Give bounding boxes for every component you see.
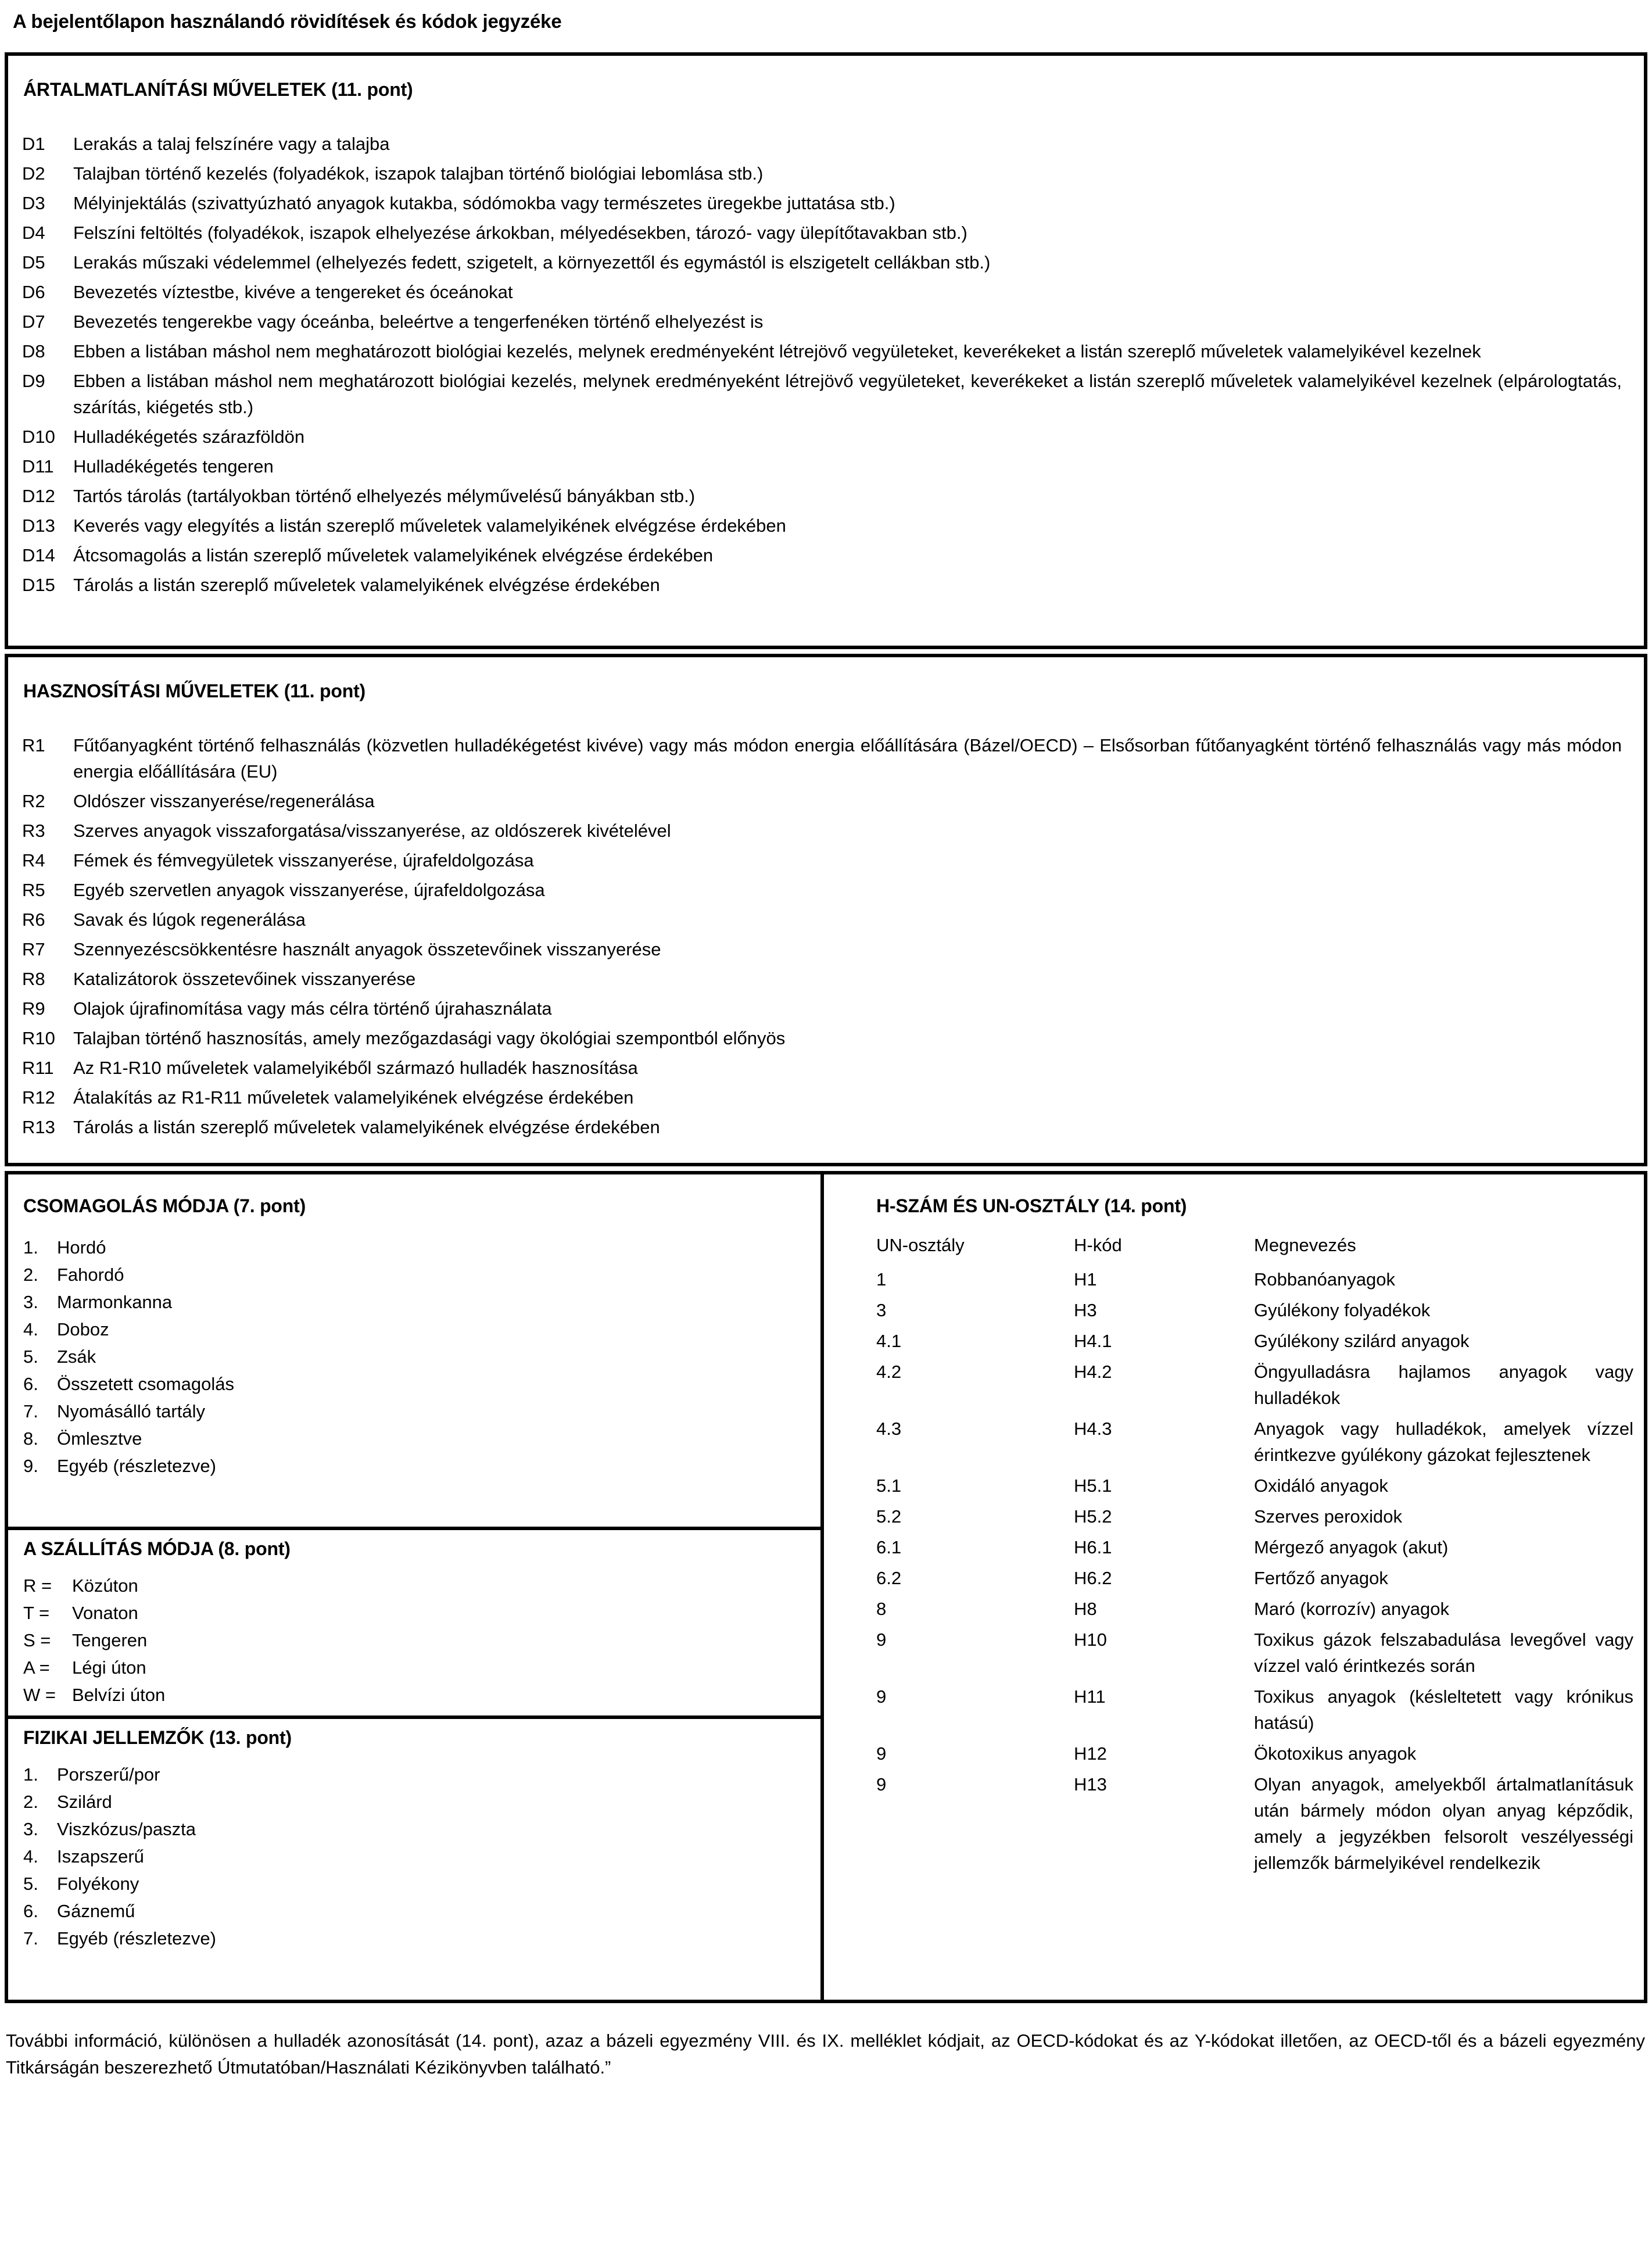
- recovery-list-item: [22, 732, 1626, 785]
- cell-un-class: 4.1: [876, 1331, 902, 1351]
- cell-un-class: 5.1: [876, 1475, 902, 1496]
- h-table-row: [876, 1684, 1636, 1736]
- cell-h-code: H10: [1074, 1629, 1107, 1650]
- cell-name: Olyan anyagok, amelyekből ártalmatlanításuk után bármely módon olyan anyag képződik, amely a jegyzékben felsorolt veszélyességi jellemzők bármelyikével rendelkezik: [1254, 1774, 1633, 1873]
- item-code: R7: [22, 939, 45, 959]
- cell-un-class: 9: [876, 1686, 887, 1707]
- cell-h-code: H6.2: [1074, 1568, 1112, 1588]
- cell-un-class: 4.2: [876, 1362, 902, 1382]
- item-text: Ebben a listában máshol nem meghatározott biológiai kezelés, melynek eredményeként létrejövő vegyületeket, keverékeket a listán szereplő műveletek valamelyikével kezelnek: [73, 341, 1481, 361]
- cell-name: Toxikus gázok felszabadulása levegővel vagy vízzel való érintkezés során: [1254, 1629, 1633, 1676]
- item-text: Felszíni feltöltés (folyadékok, iszapok elhelyezése árkokban, mélyedésekben, tározó- vagy ülepítőtavakban stb.): [73, 223, 967, 243]
- item-code: R10: [22, 1028, 55, 1048]
- item-code: D6: [22, 282, 45, 302]
- item-code: 6.: [23, 1901, 38, 1921]
- item-code: 4.: [23, 1319, 38, 1340]
- item-code: S =: [23, 1630, 51, 1650]
- item-code: D9: [22, 371, 45, 391]
- item-code: 3.: [23, 1292, 38, 1312]
- recovery-list-item: [22, 847, 1626, 873]
- item-code: R13: [22, 1117, 55, 1137]
- cell-un-class: 9: [876, 1629, 887, 1650]
- disposal-code-list: [22, 131, 1626, 598]
- recovery-section-title: HASZNOSÍTÁSI MŰVELETEK (11. pont): [23, 681, 365, 701]
- physical-section-title: FIZIKAI JELLEMZŐK (13. pont): [23, 1727, 292, 1748]
- packaging-list-item: [23, 1289, 809, 1316]
- item-code: D12: [22, 486, 55, 506]
- recovery-code-list: [22, 732, 1626, 1140]
- cell-name: Anyagok vagy hulladékok, amelyek vízzel érintkezve gyúlékony gázokat fejlesztenek: [1254, 1419, 1633, 1465]
- item-code: D7: [22, 311, 45, 332]
- left-pane: [8, 1174, 820, 2000]
- item-code: D15: [22, 575, 55, 595]
- item-code: R8: [22, 969, 45, 989]
- item-text: Talajban történő kezelés (folyadékok, iszapok talajban történő biológiai lebomlása stb.): [73, 163, 764, 184]
- cell-un-class: 8: [876, 1599, 887, 1619]
- cell-name: Maró (korrozív) anyagok: [1254, 1599, 1449, 1619]
- cell-h-code: H11: [1074, 1686, 1106, 1707]
- cell-name: Robbanóanyagok: [1254, 1269, 1396, 1290]
- item-text: Fémek és fémvegyületek visszanyerése, újrafeldolgozása: [73, 850, 534, 871]
- disposal-list-item: [22, 131, 1626, 157]
- recovery-list-item: [22, 1025, 1626, 1051]
- item-code: R4: [22, 850, 45, 871]
- cell-name: Gyúlékony szilárd anyagok: [1254, 1331, 1470, 1351]
- packaging-list-item: [23, 1426, 809, 1452]
- item-text: Ebben a listában máshol nem meghatározott biológiai kezelés, melynek eredményeként létrejövő vegyületeket, keverékeket a listán szereplő műveletek valamelyikével kezelnek (elpárologtatás, szárítás, kiégetés stb.): [73, 371, 1622, 417]
- physical-list-item: [23, 1843, 809, 1870]
- cell-h-code: H12: [1074, 1743, 1107, 1764]
- cell-un-class: 4.3: [876, 1419, 902, 1439]
- item-text: Ömlesztve: [57, 1428, 142, 1449]
- physical-list-item: [23, 1925, 809, 1952]
- cell-h-code: H5.1: [1074, 1475, 1112, 1496]
- packaging-list-item: [23, 1316, 809, 1343]
- column-header-un-class: UN-osztály: [876, 1235, 965, 1255]
- disposal-list-item: [22, 453, 1626, 479]
- cell-name: Ökotoxikus anyagok: [1254, 1743, 1417, 1764]
- item-text: Folyékony: [57, 1874, 139, 1894]
- transport-list-item: [23, 1627, 809, 1654]
- recovery-list-item: [22, 877, 1626, 903]
- h-un-section-title: H-SZÁM ÉS UN-OSZTÁLY (14. pont): [876, 1195, 1187, 1216]
- cell-h-code: H5.2: [1074, 1506, 1112, 1527]
- item-code: D2: [22, 163, 45, 184]
- item-text: Az R1-R10 műveletek valamelyikéből származó hulladék hasznosítása: [73, 1058, 638, 1078]
- item-text: Belvízi úton: [72, 1685, 166, 1705]
- item-code: D5: [22, 252, 45, 273]
- cell-name: Öngyulladásra hajlamos anyagok vagy hulladékok: [1254, 1362, 1633, 1408]
- recovery-list-item: [22, 818, 1626, 844]
- item-code: D14: [22, 545, 55, 565]
- item-code: 1.: [23, 1764, 38, 1785]
- transport-section-title: A SZÁLLÍTÁS MÓDJA (8. pont): [23, 1538, 291, 1559]
- item-text: Doboz: [57, 1319, 109, 1340]
- cell-h-code: H4.2: [1074, 1362, 1112, 1382]
- disposal-list-item: [22, 542, 1626, 568]
- cell-un-class: 6.1: [876, 1537, 902, 1557]
- h-table-row: [876, 1297, 1636, 1323]
- item-code: 9.: [23, 1456, 38, 1476]
- item-code: D8: [22, 341, 45, 361]
- item-code: R =: [23, 1575, 52, 1596]
- transport-list: [23, 1573, 809, 1709]
- cell-h-code: H13: [1074, 1774, 1107, 1795]
- item-text: Szilárd: [57, 1792, 112, 1812]
- footer-note: További információ, különösen a hulladék azonosítását (14. pont), azaz a bázeli egyezmény VIII. és IX. melléklet kódjait, az OECD-kódokat és az Y-kódokat illetően, az OECD-től és a bázeli egyezmény Titkárságán beszerezhető Útmutatóban/Használati Kézikönyvben található.”: [6, 2030, 1645, 2078]
- cell-name: Szerves peroxidok: [1254, 1506, 1403, 1527]
- item-code: 7.: [23, 1401, 38, 1421]
- transport-list-item: [23, 1682, 809, 1709]
- section-packaging-type: [8, 1174, 820, 1527]
- section-codes-grid: [5, 1171, 1647, 2003]
- disposal-list-item: [22, 424, 1626, 450]
- item-code: 4.: [23, 1846, 38, 1867]
- item-code: R9: [22, 998, 45, 1019]
- disposal-list-item: [22, 572, 1626, 598]
- section-disposal-operations: [5, 52, 1647, 649]
- section-transport-mode: [8, 1527, 820, 1715]
- cell-name: Gyúlékony folyadékok: [1254, 1300, 1431, 1320]
- item-text: Gáznemű: [57, 1901, 135, 1921]
- item-text: Hulladékégetés tengeren: [73, 456, 274, 477]
- physical-list-item: [23, 1898, 809, 1925]
- item-text: Hulladékégetés szárazföldön: [73, 427, 305, 447]
- item-code: D1: [22, 134, 45, 154]
- packaging-section-title: CSOMAGOLÁS MÓDJA (7. pont): [23, 1195, 306, 1216]
- transport-list-item: [23, 1600, 809, 1627]
- recovery-list-item: [22, 966, 1626, 992]
- packaging-list-item: [23, 1262, 809, 1288]
- disposal-list-item: [22, 309, 1626, 335]
- cell-name: Oxidáló anyagok: [1254, 1475, 1388, 1496]
- cell-un-class: 9: [876, 1743, 887, 1764]
- physical-list-item: [23, 1871, 809, 1897]
- transport-list-item: [23, 1654, 809, 1681]
- item-text: Légi úton: [72, 1657, 146, 1678]
- item-code: R12: [22, 1087, 55, 1108]
- recovery-list-item: [22, 936, 1626, 962]
- item-code: D13: [22, 515, 55, 536]
- disposal-list-item: [22, 220, 1626, 246]
- item-text: Átcsomagolás a listán szereplő műveletek valamelyikének elvégzése érdekében: [73, 545, 714, 565]
- item-code: 3.: [23, 1819, 38, 1839]
- cell-h-code: H4.3: [1074, 1419, 1112, 1439]
- item-code: 5.: [23, 1346, 38, 1367]
- item-text: Iszapszerű: [57, 1846, 144, 1867]
- item-code: R3: [22, 821, 45, 841]
- item-text: Nyomásálló tartály: [57, 1401, 205, 1421]
- item-code: 2.: [23, 1265, 38, 1285]
- transport-list-item: [23, 1573, 809, 1599]
- item-code: D4: [22, 223, 45, 243]
- h-table-row: [876, 1534, 1636, 1560]
- cell-h-code: H1: [1074, 1269, 1097, 1290]
- item-text: Vonaton: [72, 1603, 138, 1623]
- packaging-list-item: [23, 1371, 809, 1398]
- h-table-row: [876, 1503, 1636, 1530]
- item-text: Összetett csomagolás: [57, 1374, 234, 1394]
- item-text: Bevezetés tengerekbe vagy óceánba, beleértve a tengerfenéken történő elhelyezést is: [73, 311, 764, 332]
- item-code: T =: [23, 1603, 50, 1623]
- cell-h-code: H4.1: [1074, 1331, 1112, 1351]
- item-code: D10: [22, 427, 55, 447]
- item-code: 1.: [23, 1237, 38, 1258]
- cell-un-class: 5.2: [876, 1506, 902, 1527]
- item-code: 7.: [23, 1928, 38, 1949]
- item-text: Olajok újrafinomítása vagy más célra történő újrahasználata: [73, 998, 552, 1019]
- cell-h-code: H8: [1074, 1599, 1097, 1619]
- item-text: Katalizátorok összetevőinek visszanyerése: [73, 969, 416, 989]
- recovery-list-item: [22, 1084, 1626, 1111]
- item-text: Marmonkanna: [57, 1292, 173, 1312]
- cell-h-code: H6.1: [1074, 1537, 1112, 1557]
- item-text: Savak és lúgok regenerálása: [73, 909, 306, 930]
- item-text: Hordó: [57, 1237, 106, 1258]
- disposal-section-title: ÁRTALMATLANÍTÁSI MŰVELETEK (11. pont): [23, 79, 413, 100]
- item-text: Viszkózus/paszta: [57, 1819, 196, 1839]
- recovery-list-item: [22, 788, 1626, 814]
- item-text: Közúton: [72, 1575, 138, 1596]
- recovery-list-item: [22, 1055, 1626, 1081]
- packaging-list-item: [23, 1398, 809, 1425]
- physical-list-item: [23, 1789, 809, 1815]
- h-table-row: [876, 1416, 1636, 1468]
- h-table-row: [876, 1740, 1636, 1767]
- recovery-list-item: [22, 1114, 1626, 1140]
- packaging-list-item: [23, 1234, 809, 1261]
- packaging-list: [23, 1234, 809, 1480]
- item-text: Porszerű/por: [57, 1764, 160, 1785]
- item-text: Tartós tárolás (tartályokban történő elhelyezés mélyművelésű bányákban stb.): [73, 486, 696, 506]
- column-header-h-code: H-kód: [1074, 1235, 1122, 1255]
- packaging-list-item: [23, 1453, 809, 1480]
- page-title: A bejelentőlapon használandó rövidítések és kódok jegyzéke: [13, 10, 562, 32]
- item-code: 5.: [23, 1874, 38, 1894]
- item-text: Szennyezéscsökkentésre használt anyagok összetevőinek visszanyerése: [73, 939, 661, 959]
- item-text: Tengeren: [72, 1630, 148, 1650]
- item-code: W =: [23, 1685, 56, 1705]
- physical-list: [23, 1761, 809, 1952]
- h-table-row: [876, 1328, 1636, 1354]
- item-code: R2: [22, 791, 45, 811]
- item-text: Fűtőanyagként történő felhasználás (közvetlen hulladékégetést kivéve) vagy más módon energia előállítására (Bázel/OECD) – Elsősorban fűtőanyagként történő felhasználás vagy más módon energia előállítására (EU): [73, 735, 1622, 782]
- item-code: R5: [22, 880, 45, 900]
- cell-name: Toxikus anyagok (késleltetett vagy krónikus hatású): [1254, 1686, 1633, 1733]
- cell-h-code: H3: [1074, 1300, 1097, 1320]
- disposal-list-item: [22, 279, 1626, 305]
- item-text: Zsák: [57, 1346, 96, 1367]
- section-physical-characteristics: [8, 1715, 820, 2000]
- item-text: Tárolás a listán szereplő műveletek valamelyikének elvégzése érdekében: [73, 575, 660, 595]
- h-table-row: [876, 1771, 1636, 1876]
- disposal-list-item: [22, 368, 1626, 420]
- section-recovery-operations: [5, 654, 1647, 1166]
- item-text: Bevezetés víztestbe, kivéve a tengereket és óceánokat: [73, 282, 513, 302]
- physical-list-item: [23, 1761, 809, 1788]
- physical-list-item: [23, 1816, 809, 1843]
- cell-un-class: 3: [876, 1300, 887, 1320]
- section-h-number-un-class: [820, 1174, 1644, 2000]
- cell-name: Fertőző anyagok: [1254, 1568, 1388, 1588]
- cell-name: Mérgező anyagok (akut): [1254, 1537, 1449, 1557]
- item-text: Egyéb (részletezve): [57, 1456, 216, 1476]
- h-table-row: [876, 1596, 1636, 1622]
- h-table-body: [876, 1266, 1636, 1876]
- item-code: D3: [22, 193, 45, 213]
- recovery-list-item: [22, 995, 1626, 1022]
- h-table-header: [876, 1232, 1636, 1258]
- cell-un-class: 6.2: [876, 1568, 902, 1588]
- disposal-list-item: [22, 249, 1626, 275]
- disposal-list-item: [22, 513, 1626, 539]
- h-table-row: [876, 1627, 1636, 1679]
- h-table-row: [876, 1565, 1636, 1591]
- h-table-row: [876, 1359, 1636, 1411]
- recovery-list-item: [22, 907, 1626, 933]
- h-table-row: [876, 1473, 1636, 1499]
- disposal-list-item: [22, 160, 1626, 187]
- item-code: 2.: [23, 1792, 38, 1812]
- item-code: R1: [22, 735, 45, 755]
- item-code: 6.: [23, 1374, 38, 1394]
- item-text: Lerakás a talaj felszínére vagy a talajba: [73, 134, 390, 154]
- packaging-list-item: [23, 1344, 809, 1370]
- disposal-list-item: [22, 190, 1626, 216]
- item-code: 8.: [23, 1428, 38, 1449]
- item-text: Egyéb szervetlen anyagok visszanyerése, újrafeldolgozása: [73, 880, 545, 900]
- item-code: A =: [23, 1657, 50, 1678]
- cell-un-class: 9: [876, 1774, 887, 1795]
- item-text: Szerves anyagok visszaforgatása/visszanyerése, az oldószerek kivételével: [73, 821, 671, 841]
- h-table-row: [876, 1266, 1636, 1292]
- item-code: D11: [22, 456, 54, 477]
- item-text: Keverés vagy elegyítés a listán szereplő műveletek valamelyikének elvégzése érdekében: [73, 515, 786, 536]
- item-code: R11: [22, 1058, 54, 1078]
- item-text: Mélyinjektálás (szivattyúzható anyagok kutakba, sódómokba vagy természetes üregekbe juttatása stb.): [73, 193, 895, 213]
- item-text: Egyéb (részletezve): [57, 1928, 216, 1949]
- disposal-list-item: [22, 483, 1626, 509]
- cell-un-class: 1: [876, 1269, 887, 1290]
- item-text: Tárolás a listán szereplő műveletek valamelyikének elvégzése érdekében: [73, 1117, 660, 1137]
- item-text: Oldószer visszanyerése/regenerálása: [73, 791, 375, 811]
- item-text: Lerakás műszaki védelemmel (elhelyezés fedett, szigetelt, a környezettől és egymástól is elszigetelt cellákban stb.): [73, 252, 991, 273]
- column-header-name: Megnevezés: [1254, 1235, 1356, 1255]
- item-text: Talajban történő hasznosítás, amely mezőgazdasági vagy ökológiai szempontból előnyös: [73, 1028, 786, 1048]
- disposal-list-item: [22, 338, 1626, 364]
- item-text: Átalakítás az R1-R11 műveletek valamelyikének elvégzése érdekében: [73, 1087, 634, 1108]
- item-code: R6: [22, 909, 45, 930]
- item-text: Fahordó: [57, 1265, 124, 1285]
